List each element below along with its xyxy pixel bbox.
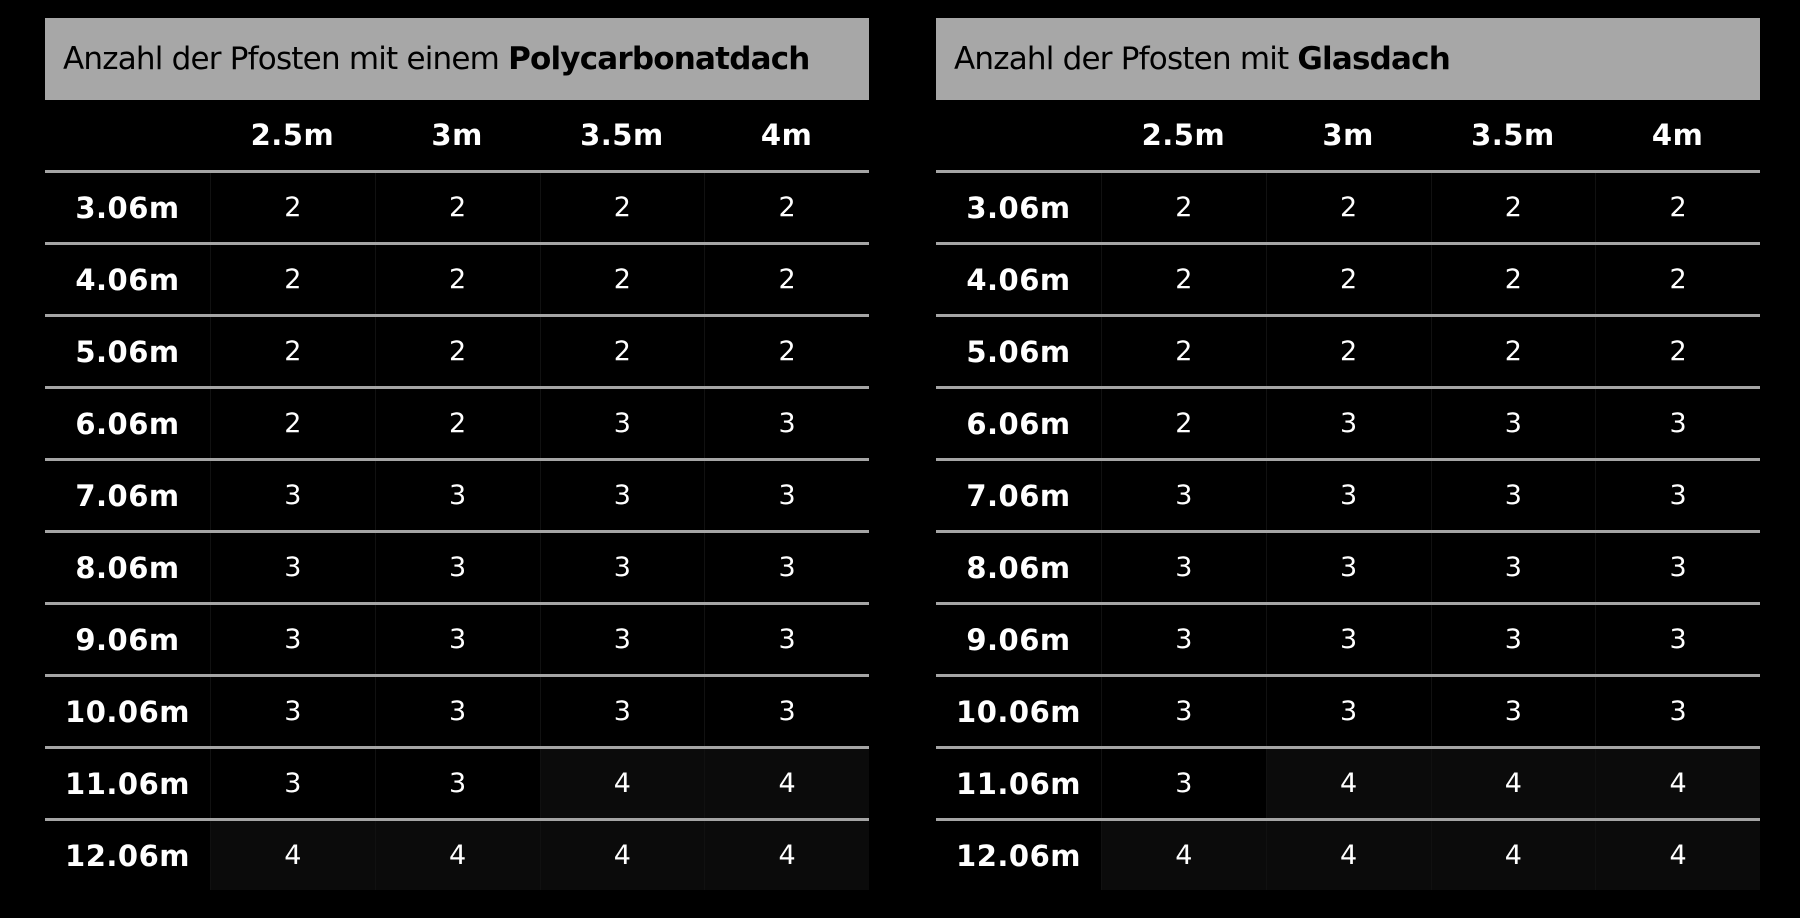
table-cell: 2 — [540, 245, 705, 314]
table-cell: 2 — [1595, 173, 1760, 242]
table-cell: 3 — [210, 749, 375, 818]
table-cell: 2 — [1101, 389, 1266, 458]
table-cell: 2 — [1266, 173, 1431, 242]
table-cell: 3 — [1266, 677, 1431, 746]
column-header: 3m — [431, 118, 483, 152]
table-cell: 2 — [1101, 317, 1266, 386]
table-title-bold: Polycarbonatdach — [508, 41, 810, 77]
table-cell: 2 — [210, 317, 375, 386]
table-row — [45, 605, 869, 677]
table-cell: 2 — [1266, 317, 1431, 386]
table-cell: 4 — [1101, 821, 1266, 890]
table-row — [936, 605, 1760, 677]
column-header: 3.5m — [1471, 118, 1555, 152]
table-cell: 3 — [1595, 677, 1760, 746]
table-cell: 3 — [1431, 533, 1596, 602]
table-cell: 3 — [704, 389, 869, 458]
table-cell: 3 — [540, 677, 705, 746]
table-row — [936, 317, 1760, 389]
table-cell: 3 — [375, 677, 540, 746]
glass-roof-table — [936, 18, 1760, 890]
table-row — [936, 821, 1760, 890]
table-body — [45, 173, 869, 890]
column-header: 3.5m — [580, 118, 664, 152]
table-row — [45, 173, 869, 245]
table-cell: 3 — [375, 605, 540, 674]
table-cell: 3 — [1266, 389, 1431, 458]
table-cell: 3 — [704, 461, 869, 530]
table-cell: 4 — [1431, 749, 1596, 818]
table-cell: 2 — [375, 317, 540, 386]
table-body — [936, 173, 1760, 890]
table-row — [45, 389, 869, 461]
table-cell: 2 — [375, 389, 540, 458]
table-cell: 2 — [1266, 245, 1431, 314]
row-label: 3.06m — [966, 190, 1071, 225]
table-row — [936, 389, 1760, 461]
row-label: 7.06m — [75, 478, 180, 513]
table-cell: 3 — [210, 605, 375, 674]
table-cell: 3 — [540, 461, 705, 530]
table-cell: 2 — [540, 173, 705, 242]
table-row — [45, 461, 869, 533]
table-cell: 3 — [210, 461, 375, 530]
column-header-row — [45, 100, 869, 173]
table-cell: 3 — [1101, 461, 1266, 530]
table-cell: 3 — [210, 677, 375, 746]
row-label: 11.06m — [956, 766, 1081, 801]
polycarbonate-table — [45, 18, 869, 890]
table-cell: 3 — [375, 749, 540, 818]
table-cell: 3 — [1595, 461, 1760, 530]
row-label: 10.06m — [65, 694, 190, 729]
table-title-bold: Glasdach — [1297, 41, 1451, 77]
table-cell: 4 — [704, 821, 869, 890]
table-cell: 4 — [1431, 821, 1596, 890]
table-cell: 2 — [540, 317, 705, 386]
table-row — [936, 533, 1760, 605]
table-title-prefix: Anzahl der Pfosten mit einem — [63, 41, 500, 77]
table-cell: 2 — [210, 245, 375, 314]
table-cell: 2 — [704, 317, 869, 386]
table-cell: 4 — [704, 749, 869, 818]
row-label: 10.06m — [956, 694, 1081, 729]
table-cell: 3 — [1266, 533, 1431, 602]
table-row — [936, 461, 1760, 533]
table-cell: 2 — [210, 173, 375, 242]
table-cell: 3 — [540, 389, 705, 458]
table-cell: 3 — [1431, 677, 1596, 746]
column-header: 2.5m — [250, 118, 335, 152]
row-label: 8.06m — [75, 550, 180, 585]
table-cell: 2 — [704, 173, 869, 242]
table-cell: 3 — [1101, 749, 1266, 818]
table-cell: 2 — [1431, 173, 1596, 242]
table-row — [936, 677, 1760, 749]
column-header: 3m — [1322, 118, 1374, 152]
table-cell: 2 — [210, 389, 375, 458]
table-cell: 4 — [1266, 821, 1431, 890]
table-cell: 4 — [210, 821, 375, 890]
column-header: 4m — [1651, 118, 1704, 152]
table-cell: 3 — [1266, 461, 1431, 530]
table-title — [45, 18, 869, 100]
table-cell: 2 — [1101, 173, 1266, 242]
table-cell: 2 — [1431, 317, 1596, 386]
row-label: 12.06m — [65, 838, 190, 873]
table-row — [45, 317, 869, 389]
table-cell: 2 — [1595, 245, 1760, 314]
table-cell: 3 — [375, 461, 540, 530]
table-cell: 3 — [1431, 389, 1596, 458]
table-row — [45, 245, 869, 317]
table-title-prefix: Anzahl der Pfosten mit — [954, 41, 1289, 77]
table-cell: 4 — [375, 821, 540, 890]
row-label: 8.06m — [966, 550, 1071, 585]
row-label: 12.06m — [956, 838, 1081, 873]
table-cell: 4 — [1595, 749, 1760, 818]
table-cell: 3 — [375, 533, 540, 602]
row-label: 7.06m — [966, 478, 1071, 513]
table-cell: 3 — [704, 677, 869, 746]
table-row — [45, 533, 869, 605]
table-cell: 4 — [540, 821, 705, 890]
table-cell: 3 — [704, 605, 869, 674]
table-cell: 3 — [1431, 605, 1596, 674]
table-cell: 3 — [1101, 605, 1266, 674]
table-cell: 2 — [1101, 245, 1266, 314]
table-row — [936, 749, 1760, 821]
column-header: 4m — [760, 118, 813, 152]
table-cell: 4 — [540, 749, 705, 818]
row-label: 6.06m — [75, 406, 180, 441]
table-cell: 3 — [1266, 605, 1431, 674]
table-row — [936, 245, 1760, 317]
table-cell: 3 — [1101, 677, 1266, 746]
row-label: 9.06m — [966, 622, 1071, 657]
row-label: 9.06m — [75, 622, 180, 657]
table-cell: 3 — [1431, 461, 1596, 530]
table-cell: 3 — [540, 533, 705, 602]
row-label: 11.06m — [65, 766, 190, 801]
table-cell: 2 — [1431, 245, 1596, 314]
table-cell: 2 — [375, 245, 540, 314]
table-row — [45, 677, 869, 749]
column-header: 2.5m — [1141, 118, 1226, 152]
table-row — [936, 173, 1760, 245]
table-cell: 4 — [1595, 821, 1760, 890]
table-cell: 3 — [1595, 533, 1760, 602]
table-title — [936, 18, 1760, 100]
row-label: 5.06m — [75, 334, 180, 369]
column-header-row — [936, 100, 1760, 173]
table-cell: 3 — [704, 533, 869, 602]
row-label: 4.06m — [966, 262, 1071, 297]
table-cell: 3 — [210, 533, 375, 602]
row-label: 5.06m — [966, 334, 1071, 369]
table-cell: 3 — [1101, 533, 1266, 602]
table-cell: 3 — [1595, 389, 1760, 458]
table-cell: 2 — [704, 245, 869, 314]
table-cell: 3 — [540, 605, 705, 674]
table-cell: 2 — [1595, 317, 1760, 386]
table-cell: 4 — [1266, 749, 1431, 818]
row-label: 3.06m — [75, 190, 180, 225]
table-cell: 3 — [1595, 605, 1760, 674]
table-row — [45, 749, 869, 821]
row-label: 4.06m — [75, 262, 180, 297]
table-row — [45, 821, 869, 890]
row-label: 6.06m — [966, 406, 1071, 441]
table-cell: 2 — [375, 173, 540, 242]
